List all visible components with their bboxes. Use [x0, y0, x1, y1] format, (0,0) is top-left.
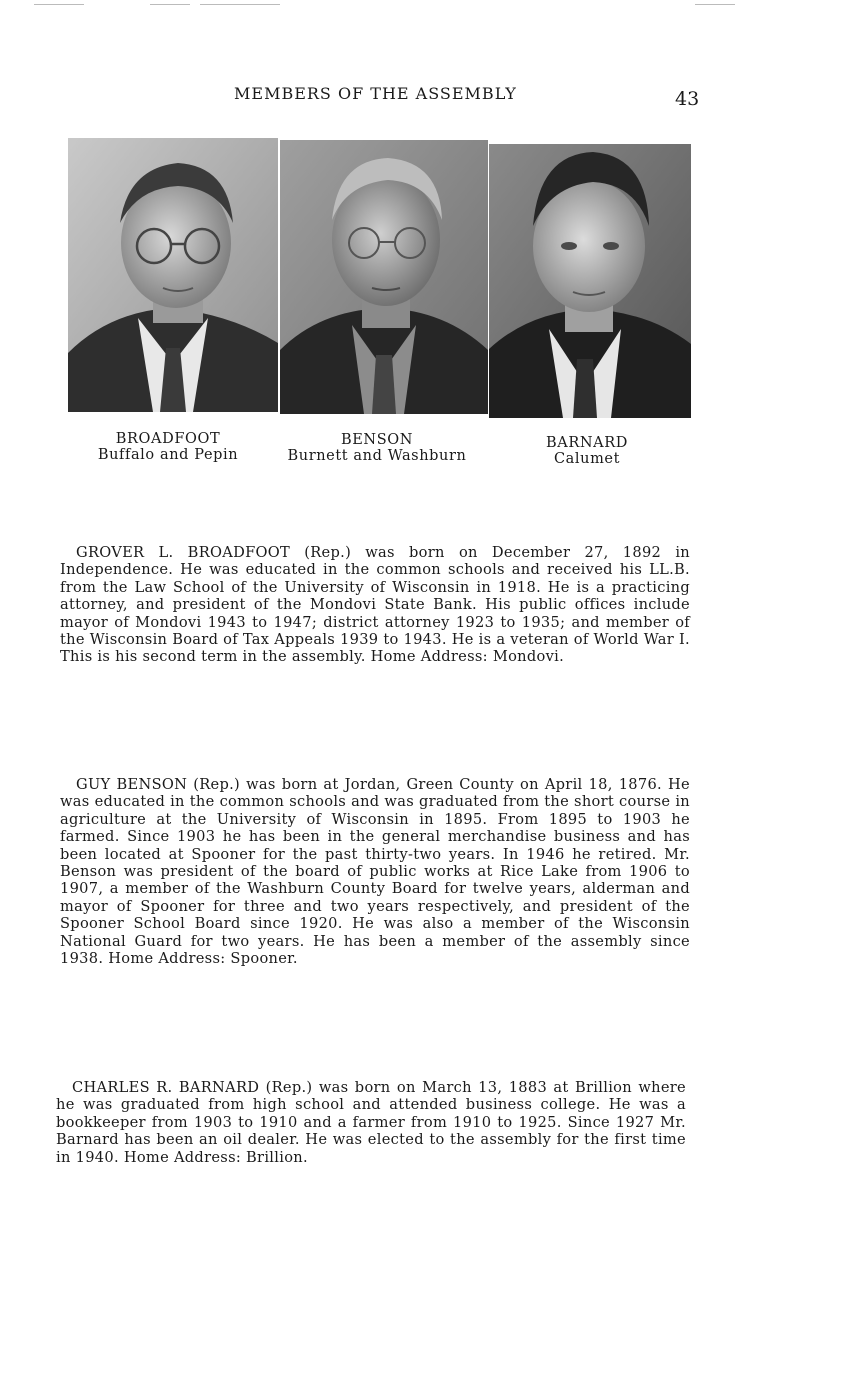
scan-mark [150, 4, 190, 5]
member-district: Burnett and Washburn [287, 448, 467, 464]
caption-barnard [517, 435, 657, 467]
biography-broadfoot: GROVER L. BROADFOOT (Rep.) was born on December 27, 1892 in Independence. He was educated in the common schools and received his LL.B. from the Law School of the University of Wisconsin in 1918. He is a practicing attorney, and president of the Mondovi State Bank. His public offices include mayor of Mondovi 1943 to 1947; district attorney 1923 to 1935; and member of the Wisconsin Board of Tax Appeals 1939 to 1943. He is a veteran of World War I. This is his second term in the assembly. Home Address: Mondovi. [60, 544, 690, 666]
caption-benson [270, 432, 484, 464]
member-name: BARNARD [546, 435, 628, 451]
portrait-photo-benson [280, 140, 488, 414]
scan-mark [34, 4, 84, 5]
biography-barnard: CHARLES R. BARNARD (Rep.) was born on March 13, 1883 at Brillion where he was graduated from high school and attended business college. He was a bookkeeper from 1903 to 1910 and a farmer from 1910 to 1925. Since 1927 Mr. Barnard has been an oil dealer. He was elected to the assembly for the first time in 1940. Home Address: Brillion. [56, 1079, 686, 1166]
biography-benson: GUY BENSON (Rep.) was born at Jordan, Green County on April 18, 1876. He was educated in the common schools and was graduated from the short course in agriculture at the University of Wisconsin in 1895. From 1895 to 1903 he farmed. Since 1903 he has been in the general merchandise business and has been located at Spooner for the past thirty-two years. In 1946 he retired. Mr. Benson was president of the board of public works at Rice Lake from 1906 to 1907, a member of the Washburn County Board for twelve years, alderman and mayor of Spooner for three and two years respectively, and president of the Spooner School Board since 1920. He was also a member of the Wisconsin National Guard for two years. He has been a member of the assembly since 1938. Home Address: Spooner. [60, 776, 690, 968]
member-name: BROADFOOT [115, 431, 221, 447]
portrait-photo-barnard [489, 144, 691, 418]
member-name: BENSON [340, 432, 414, 448]
page-title: MEMBERS OF THE ASSEMBLY [234, 84, 517, 103]
page-number: 43 [675, 88, 700, 110]
scan-mark [200, 4, 280, 5]
scan-mark [695, 4, 735, 5]
member-district: Calumet [553, 451, 621, 467]
caption-broadfoot [78, 431, 258, 463]
portrait-photo-broadfoot [68, 138, 278, 412]
member-district: Buffalo and Pepin [97, 447, 239, 463]
